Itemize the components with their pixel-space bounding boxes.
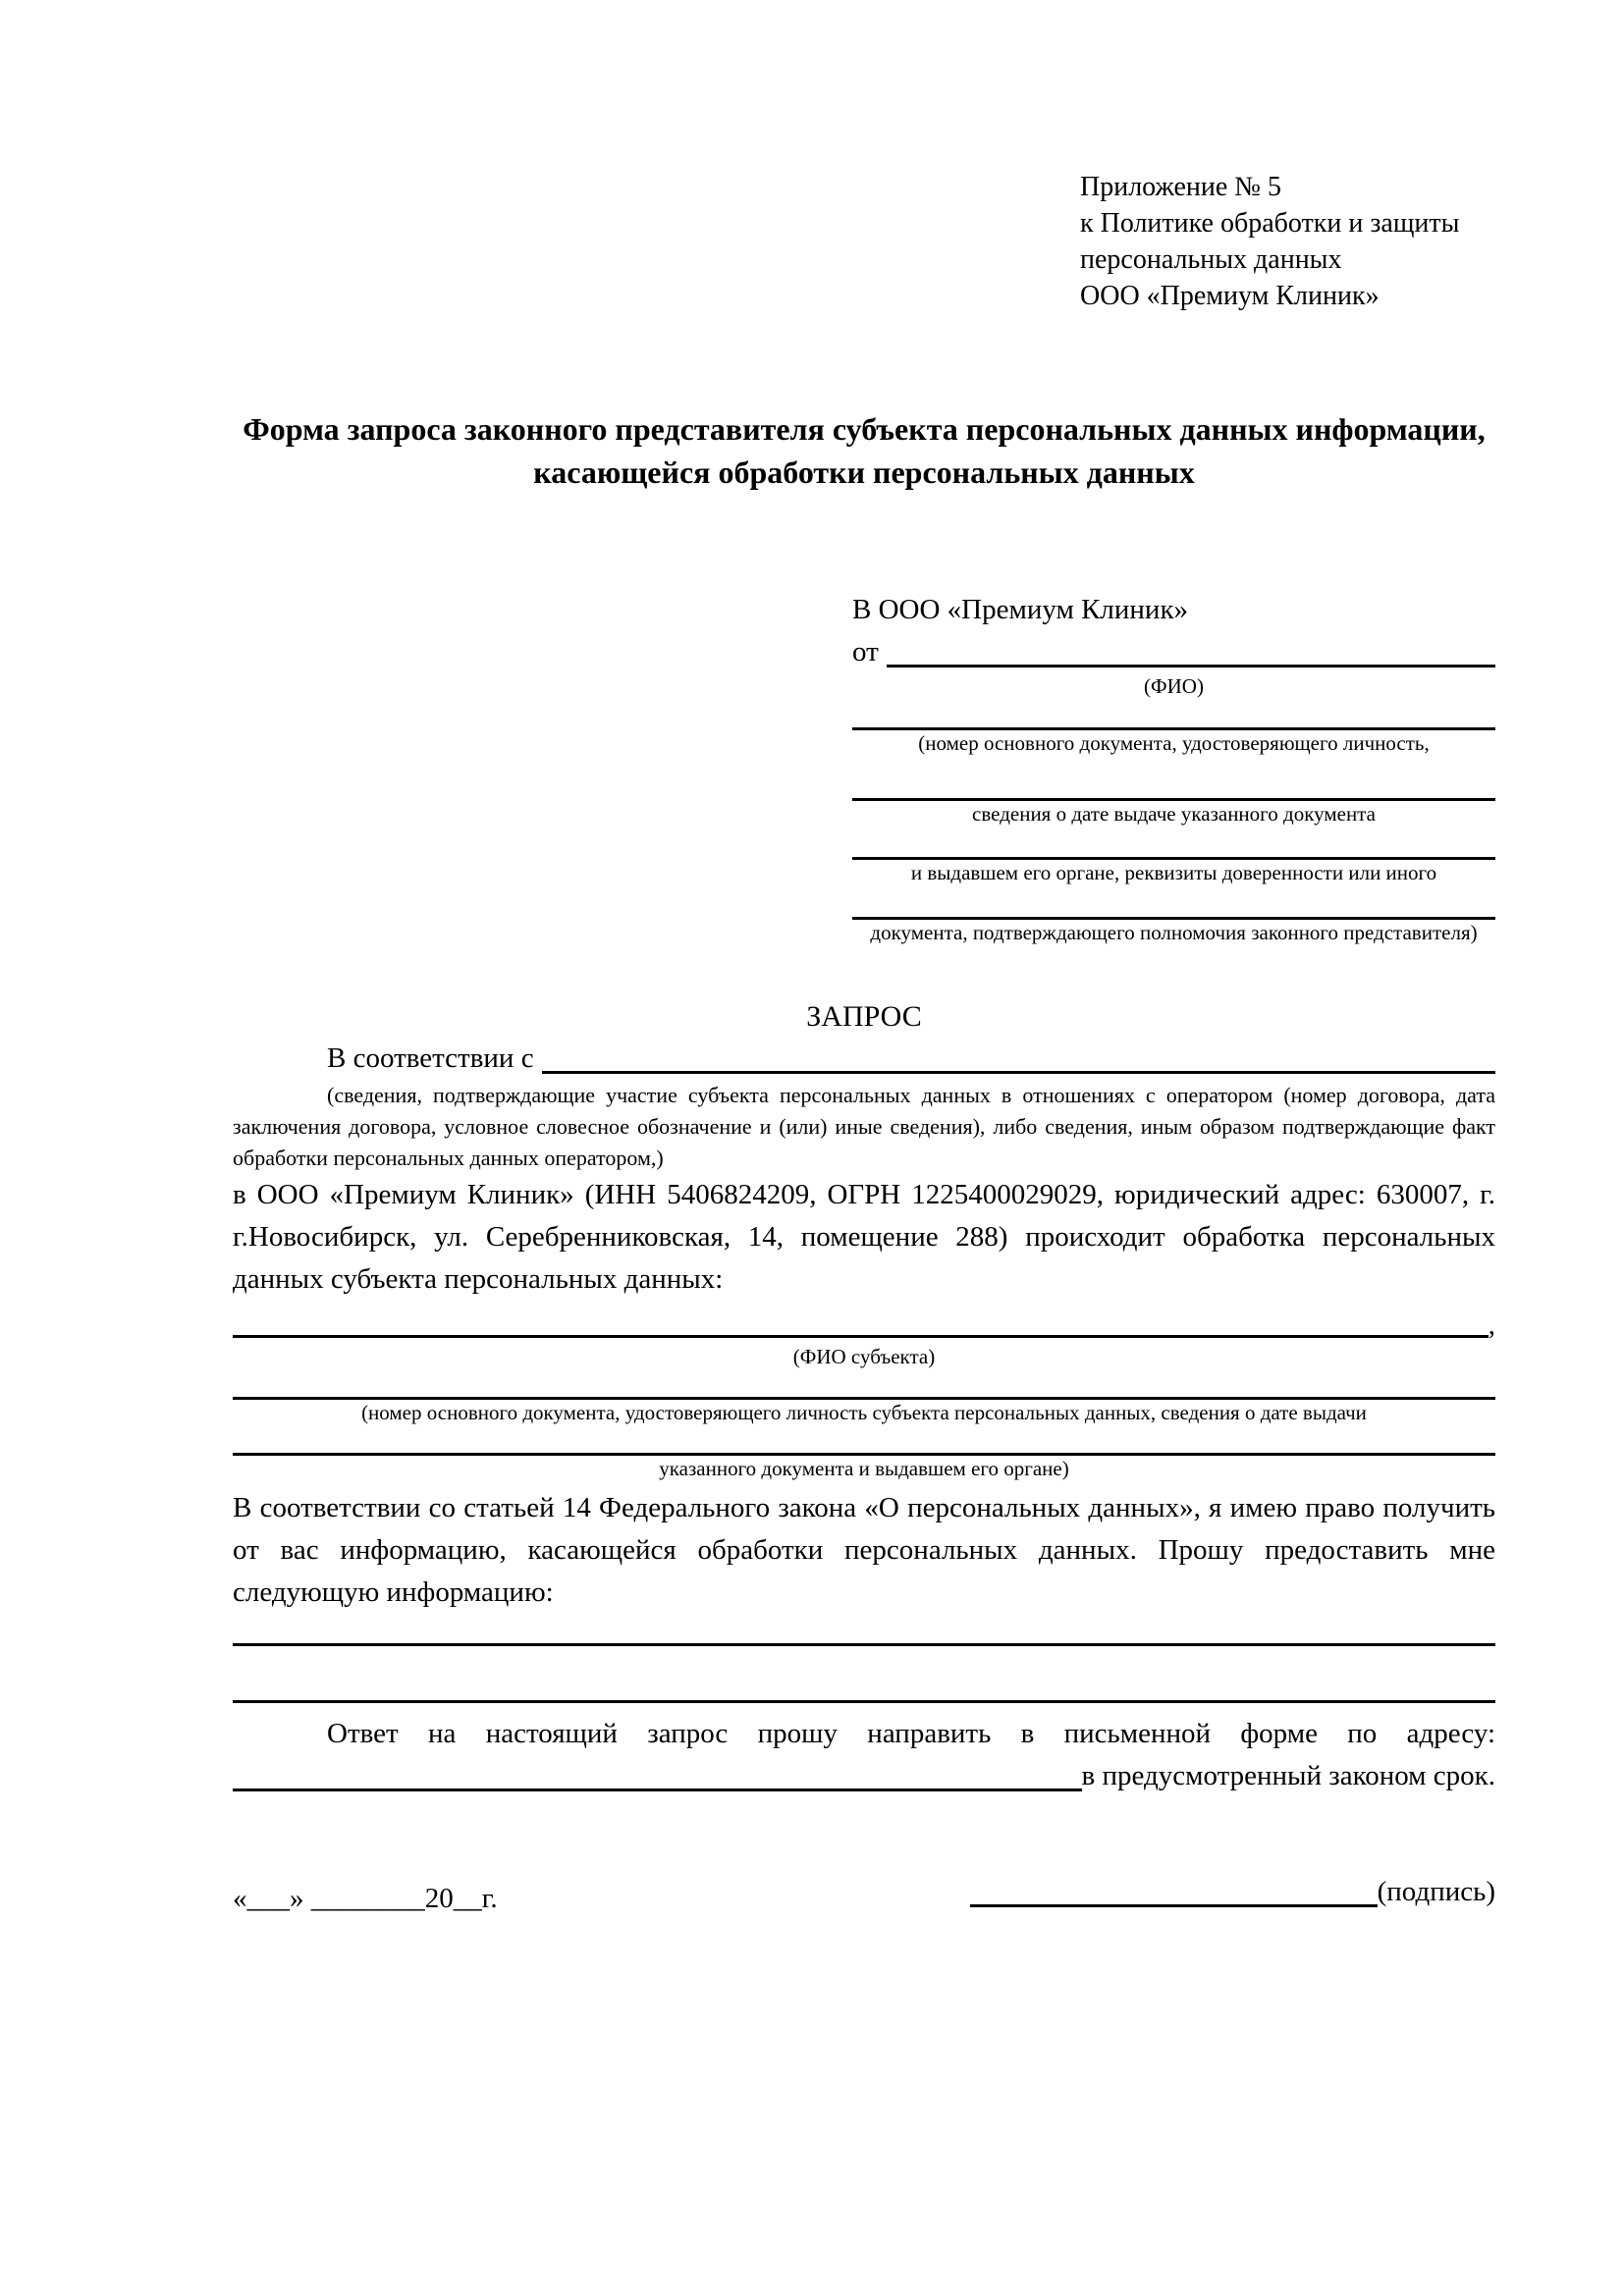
address-blank-line (233, 1755, 1082, 1791)
subject-doc-caption-1: (номер основного документа, удостоверяющего личность субъекта персональных данных, сведения о дате выдачи (361, 1401, 1367, 1424)
intro-prefix: В соответствии с (327, 1042, 534, 1074)
answer-address-line (233, 1755, 1495, 1797)
representative-doc-caption-4: документа, подтверждающего полномочия законного представителя) (870, 921, 1478, 944)
addressee-to: В ООО «Премиум Клиник» (852, 594, 1189, 625)
law-paragraph: В соответствии со статьей 14 Федерального закона «О персональных данных», я имею право получить от вас информацию, касающейся обработки персональных данных. Прошу предоставить мне следующую информацию: (233, 1492, 1495, 1608)
answer-sentence: Ответ на настоящий запрос прошу направить в письменной форме по адресу: (327, 1718, 1495, 1749)
addressee-block (852, 589, 1495, 945)
appendix-line-1: Приложение № 5 (1080, 172, 1281, 202)
signature-row (233, 1871, 1495, 1920)
information-blank-line-2 (233, 1700, 1495, 1703)
intro-footnote: (сведения, подтверждающие участие субъекта персональных данных в отношениях с оператором (номер договора, дата заключения договора, условное словесное обозначение и (или) иные сведения), либо сведения, иным образом подтверждающие факт обработки персональных данных оператором,) (233, 1083, 1495, 1170)
appendix-line-3: персональных данных (1080, 244, 1342, 275)
subject-fio-caption: (ФИО субъекта) (792, 1345, 936, 1368)
signature-blank-line (970, 1871, 1378, 1907)
representative-doc-blank-line-1 (852, 705, 1495, 730)
appendix-block (1080, 169, 1502, 314)
trailing-comma: , (1488, 1309, 1495, 1341)
document-title: Форма запроса законного представителя субъекта персональных данных информации, касающейся обработки персональных данных (243, 411, 1486, 490)
signature-group (970, 1871, 1495, 1913)
addressee-from-line (852, 631, 1495, 673)
representative-doc-blank-line-2 (852, 774, 1495, 801)
fio-caption: (ФИО) (1144, 674, 1204, 698)
representative-doc-blank-line-3 (852, 834, 1495, 860)
signature-caption: (подпись) (1377, 1876, 1495, 1907)
representative-doc-blank-line-4 (852, 895, 1495, 920)
appendix-line-2: к Политике обработки и защиты (1080, 208, 1460, 239)
information-blank-line-1 (233, 1643, 1495, 1646)
request-heading: ЗАПРОС (806, 1000, 922, 1033)
date-blank: «___» ________20__г. (233, 1883, 498, 1914)
subject-fio-blank-line (233, 1305, 1489, 1338)
representative-doc-caption-1: (номер основного документа, удостоверяющего личность, (918, 731, 1430, 755)
request-intro-line (233, 1038, 1495, 1080)
appendix-line-4: ООО «Премиум Клиник» (1080, 281, 1380, 311)
operator-paragraph: в ООО «Премиум Клиник» (ИНН 5406824209, ОГРН 1225400029029, юридический адрес: 630007, г. г.Новосибирск, ул. Серебренниковская, 14, помещение 288) происходит обработка персональных данных субъекта персональных данных: (233, 1179, 1495, 1295)
representative-doc-caption-2: сведения о дате выдаче указанного документа (972, 802, 1376, 826)
intro-blank-line (542, 1038, 1495, 1074)
representative-doc-caption-3: и выдавшем его органе, реквизиты доверенности или иного (910, 861, 1437, 884)
from-label: от (852, 636, 879, 667)
subject-doc-caption-2: указанного документа и выдавшем его органе) (659, 1457, 1069, 1480)
subject-fio-line (233, 1305, 1495, 1344)
fio-blank-line (887, 631, 1495, 667)
answer-suffix: в предусмотренный законом срок. (1081, 1760, 1495, 1791)
